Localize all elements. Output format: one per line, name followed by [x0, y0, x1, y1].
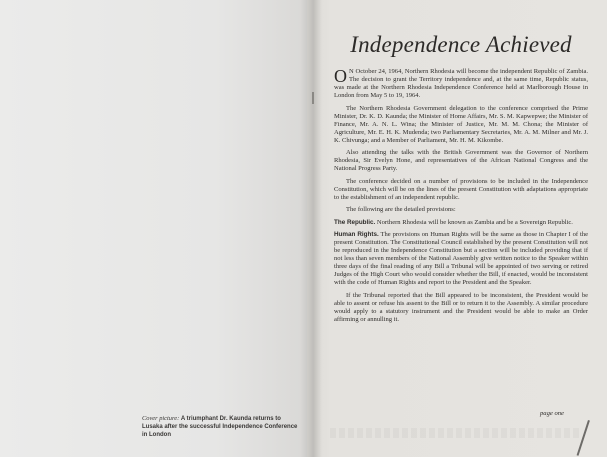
human-rights-heading: Human Rights. — [334, 231, 379, 238]
republic-text: Northern Rhodesia will be known as Zambia and be a Sovereign Republic. — [375, 218, 573, 226]
paragraph-tribunal: If the Tribunal reported that the Bill appeared to be inconsistent, the President would be able to assent or refuse his assent to the Bill or to return it to the Assembly. A similar procedure would apply to a statutory instrument and the President would be able to make an Order affirming or annulling it. — [334, 291, 588, 323]
page-title: Independence Achieved — [350, 32, 572, 57]
caption-lead: Cover picture: — [142, 415, 180, 422]
opening-lead: N — [349, 68, 354, 75]
human-rights-text: The provisions on Human Rights will be the same as those in Chapter I of the present Constitution. The Constitutional Council established by the present Constitution will not be reproduced in the Independence Constitution but a section will be included providing that if not less than seven members of the National Assembly give written notice to the Speaker within three days of the final reading of any Bill a Tribunal will be appointed of two serving or retired Judges of the High Court who would consider whether the Bill, if enacted, would be inconsistent with the code of Human Rights and report to the President and the Speaker. — [334, 231, 588, 286]
paragraph-delegation: The Northern Rhodesia Government delegation to the conference comprised the Prime Minister, Dr. K. D. Kaunda; the Minister of Home Affairs, Mr. S. M. Kapwepwe; the Minister of Finance, Mr. A. N. L. Wina; the Minister of Justice, Mr. M. M. Chona; the Minister of Agriculture, Mr. E. H. K. Mudenda; two Parliamentary Secretaries, Mr. A. M. Milner and Mr. J. K. Chivunga; and a Member of Parliament, Mr. H. M. Kikombe. — [334, 104, 588, 144]
show-through-text — [330, 428, 580, 438]
article-body — [334, 68, 588, 328]
opening-text: October 24, 1964, Northern Rhodesia will become the independent Republic of Zambia. The decision to grant the Territory independence and, at the same time, Republic status, was made at the Northern Rhodesia Independence Conference held at Marlborough House in London from May 5 to 19, 1964. — [334, 68, 588, 99]
page-mark — [312, 92, 314, 104]
cover-picture-caption — [142, 415, 302, 440]
paragraph-following: The following are the detailed provisions: — [346, 206, 456, 213]
paragraph-attendance: Also attending the talks with the British Government was the Governor of Northern Rhodesia, Sir Evelyn Hone, and representatives of the African National Congress and the National Progress Party. — [334, 149, 588, 172]
page-number: page one — [540, 410, 564, 417]
paragraph-provisions: The conference decided on a number of provisions to be included in the Independence Constitution, which will be on the lines of the present Constitution with adaptations appropriate to the establishment of an independent republic. — [334, 177, 588, 201]
opening-paragraph — [334, 68, 588, 100]
page-gutter — [300, 0, 322, 457]
caption-text: A triumphant Dr. Kaunda returns to Lusaka after the successful Independence Conference in London — [142, 416, 298, 439]
paragraph-human-rights — [334, 231, 588, 287]
drop-cap: O — [334, 66, 347, 86]
paragraph-republic — [334, 219, 588, 227]
republic-heading: The Republic. — [334, 218, 376, 226]
